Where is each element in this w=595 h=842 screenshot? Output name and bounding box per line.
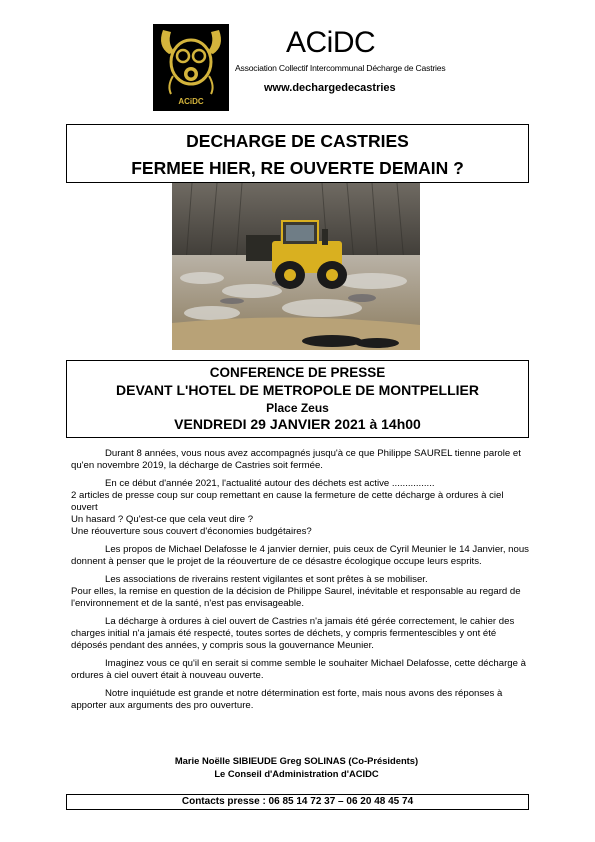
paragraph-6: Imaginez vous ce qu'il en serait si comme semble le souhaiter Michael Delafosse, cette décharge à ordures à ciel ouvert était à nouveau ouverte. xyxy=(71,658,526,681)
title-line-2: FERMEE HIER, RE OUVERTE DEMAIN ? xyxy=(131,158,464,178)
paragraph-3: Les propos de Michael Delafosse le 4 janvier dernier, puis ceux de Cyril Meunier le 14 Janvier, nous donnent à penser que le projet de la réouverture de ce désastre écologique occupe leurs esprits. xyxy=(71,544,529,567)
event-datetime: VENDREDI 29 JANVIER 2021 à 14h00 xyxy=(174,416,421,432)
press-conference-box xyxy=(66,360,529,438)
paragraph-2-line-4: Une réouverture sous couvert d'économies budgétaires? xyxy=(71,526,312,537)
paragraph-7: Notre inquiétude est grande et notre détermination est forte, mais nous avons des réponses à apporter aux arguments des pro ouverture. xyxy=(71,688,503,711)
paragraph-2-line-2: 2 articles de presse coup sur coup remettant en cause la fermeture de cette décharge à ordures à ciel ouvert xyxy=(71,490,504,513)
logo-caption: ACiDC xyxy=(178,97,204,106)
event-title: CONFERENCE DE PRESSE xyxy=(209,365,386,380)
acidc-logo xyxy=(153,24,229,111)
signature-names: Marie Noëlle SIBIEUDE Greg SOLINAS (Co-Présidents) xyxy=(174,755,419,766)
bulldozer-on-landfill-photo xyxy=(172,183,420,350)
paragraph-2-line-3: Un hasard ? Qu'est-ce que cela veut dire ? xyxy=(71,514,254,525)
press-release-body xyxy=(71,448,531,718)
press-contacts: Contacts presse : 06 85 14 72 37 – 06 20 48 45 74 xyxy=(66,794,529,810)
website-link[interactable]: www.dechargedecastries xyxy=(264,82,396,94)
title-line-1: DECHARGE DE CASTRIES xyxy=(186,131,409,151)
org-name: ACiDC xyxy=(286,26,376,59)
paragraph-4-line-1: Les associations de riverains restent vigilantes et sont prêtes à se mobiliser. xyxy=(105,574,428,585)
title-box xyxy=(66,124,529,183)
paragraph-5: La décharge à ordures à ciel ouvert de Castries n'a jamais été gérée correctement, le cahier des charges initial n'a jamais été respecté, toutes sortes de déchets, y compris fermentescibles y ont été déposés pendant des années, y compris sous la gouvernance Meunier. xyxy=(71,616,515,651)
org-full-name: Association Collectif Intercommunal Décharge de Castries xyxy=(235,63,446,73)
event-place: Place Zeus xyxy=(266,401,329,415)
paragraph-2-line-1: En ce début d'année 2021, l'actualité autour des déchets est active ................ xyxy=(105,478,435,489)
signature-board: Le Conseil d'Administration d'ACIDC xyxy=(214,768,379,779)
paragraph-4-line-2: Pour elles, la remise en question de la décision de Philippe Saurel, inévitable et responsable au regard de l'environnement et de la santé, n'est pas envisageable. xyxy=(71,586,521,609)
paragraph-1: Durant 8 années, vous nous avez accompagnés jusqu'à ce que Philippe SAUREL tienne parole et qu'en novembre 2019, la décharge de Castries soit fermée. xyxy=(71,448,521,471)
event-location: DEVANT L'HOTEL DE METROPOLE DE MONTPELLIER xyxy=(116,382,479,398)
